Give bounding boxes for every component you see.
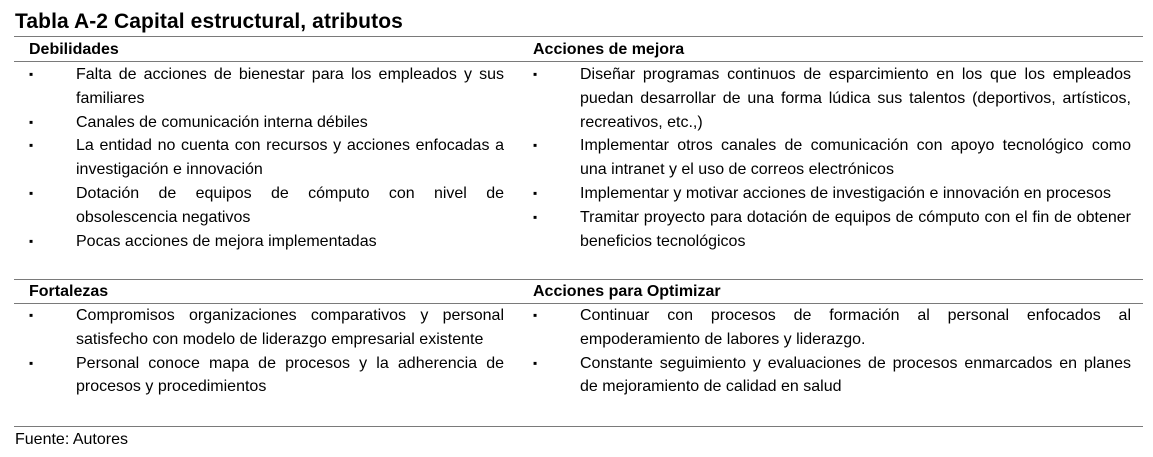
list-item (29, 134, 504, 182)
list-item (533, 182, 1131, 206)
list-item (29, 304, 504, 352)
bullet-icon: ▪ (29, 308, 34, 322)
list-item-text: Tramitar proyecto para dotación de equipos de cómputo con el fin de obtener beneficios tecnológicos (580, 208, 1131, 250)
list-item-text: Diseñar programas continuos de esparcimiento en los que los empleados puedan desarrollar de una forma lúdica sus talentos (deportivos, artísticos, recreativos, etc.,) (580, 66, 1131, 131)
list-item (29, 63, 504, 111)
bullet-icon: ▪ (533, 185, 538, 200)
bullet-icon: ▪ (533, 355, 538, 370)
header-acciones-de-mejora: Acciones de mejora (533, 41, 685, 58)
list-item (533, 134, 1131, 182)
header-debilidades: Debilidades (29, 41, 119, 58)
bullet-icon: ▪ (29, 138, 34, 153)
acciones-de-mejora-list (533, 63, 1131, 253)
list-item-text: Compromisos organizaciones comparativos y personal satisfecho con modelo de liderazgo empresarial existente (76, 307, 504, 348)
list-item-text: Implementar otros canales de comunicación con apoyo tecnológico como una intranet y el uso de correos electrónicos (580, 137, 1131, 179)
list-item (533, 352, 1131, 400)
bullet-icon: ▪ (533, 308, 538, 322)
table-title: Tabla A-2 Capital estructural, atributos (15, 10, 403, 33)
list-item-text: La entidad no cuenta con recursos y acciones enfocadas a investigación e innovación (76, 137, 504, 179)
bullet-icon: ▪ (29, 233, 34, 248)
bullet-icon: ▪ (29, 67, 34, 81)
list-item-text: Dotación de equipos de cómputo con nivel de obsolescencia negativos (76, 184, 504, 226)
list-item-text: Constante seguimiento y evaluaciones de procesos enmarcados en planes de mejoramiento de calidad en salud (580, 354, 1131, 396)
list-item (29, 352, 504, 400)
source-note: Fuente: Autores (15, 431, 128, 448)
top-rule (14, 36, 1143, 37)
acciones-para-optimizar-list (533, 304, 1131, 399)
list-item (29, 111, 504, 135)
list-item-text: Pocas acciones de mejora implementadas (76, 232, 377, 250)
list-item (29, 182, 504, 230)
header-acciones-para-optimizar: Acciones para Optimizar (533, 283, 721, 300)
list-item-text: Personal conoce mapa de procesos y la adherencia de procesos y procedimientos (76, 354, 504, 396)
header-rule-1 (14, 61, 1143, 62)
bullet-icon: ▪ (533, 138, 538, 153)
list-item-text: Canales de comunicación interna débiles (76, 113, 368, 131)
bullet-icon: ▪ (29, 114, 34, 129)
bottom-rule (14, 426, 1143, 427)
list-item-text: Falta de acciones de bienestar para los empleados y sus familiares (76, 66, 504, 107)
bullet-icon: ▪ (29, 185, 34, 200)
list-item-text: Continuar con procesos de formación al personal enfocados al empoderamiento de labores y liderazgo. (580, 307, 1131, 348)
header-fortalezas: Fortalezas (29, 283, 109, 300)
list-item (533, 63, 1131, 134)
list-item (533, 206, 1131, 254)
fortalezas-list (29, 304, 504, 399)
debilidades-list (29, 63, 504, 253)
section-rule (14, 279, 1143, 280)
bullet-icon: ▪ (533, 209, 538, 224)
list-item (29, 230, 504, 254)
bullet-icon: ▪ (29, 355, 34, 370)
bullet-icon: ▪ (533, 67, 538, 81)
list-item (533, 304, 1131, 352)
list-item-text: Implementar y motivar acciones de investigación e innovación en procesos (580, 184, 1111, 202)
